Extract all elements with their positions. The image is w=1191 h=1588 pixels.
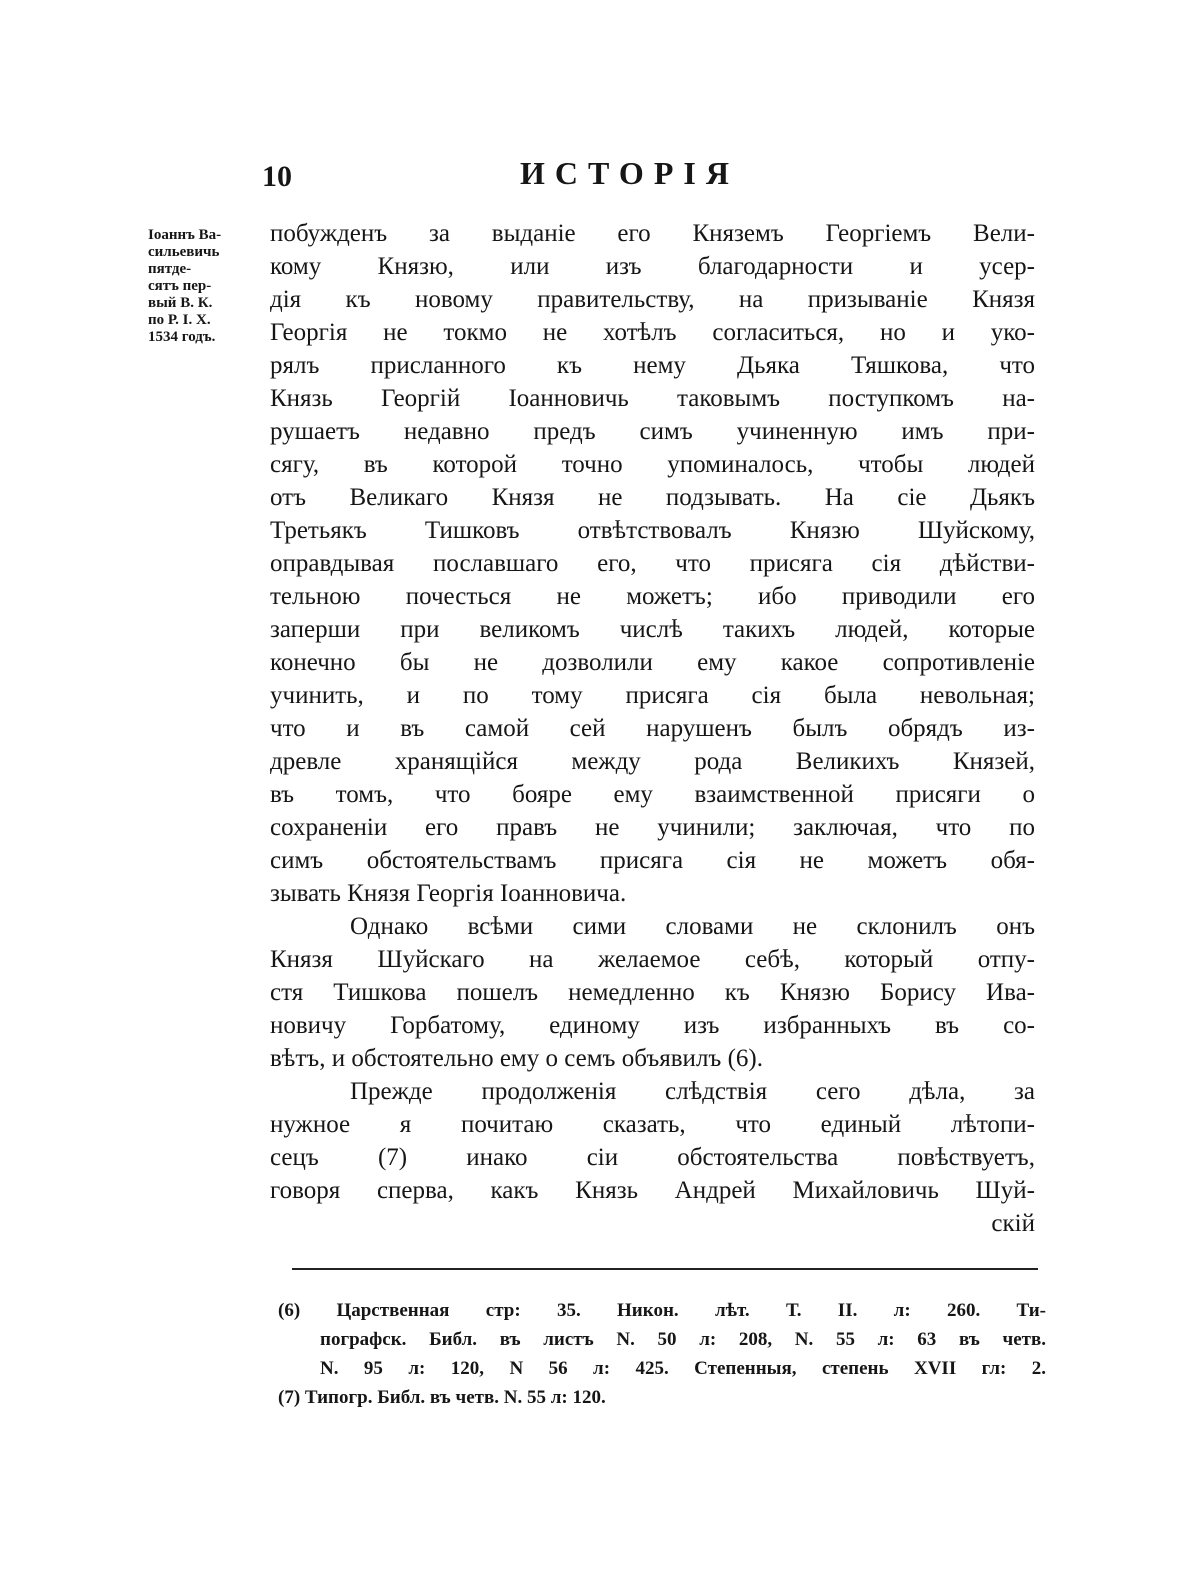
text-line: говоря сперва, какъ Князь Андрей Михайловичь Шуй- [270, 1177, 1035, 1204]
text-line: заперши при великомъ числѣ такихъ людей, которые [270, 616, 1035, 643]
text-line: Третьякъ Тишковъ отвѣтствовалъ Князю Шуйскому, [270, 517, 1035, 544]
text-line: Георгія не токмо не хотѣлъ согласиться, но и уко- [270, 319, 1035, 346]
margin-note-line: по Р. І. Х. [148, 312, 211, 328]
text-line: стя Тишкова пошелъ немедленно къ Князю Борису Ива- [270, 979, 1035, 1006]
text-line: сохраненіи его правъ не учинили; заключая, что по [270, 814, 1035, 841]
text-line: Князь Георгій Іоанновичь таковымъ поступкомъ на- [270, 385, 1035, 412]
text-line: кому Князю, или изъ благодарности и усер- [270, 253, 1035, 280]
footnote-line: (7) Типогр. Библ. въ четв. N. 55 л: 120. [278, 1387, 606, 1408]
footnotes [278, 1296, 1046, 1412]
text-line: нужное я почитаю сказать, что единый лѣтопи- [270, 1111, 1035, 1138]
text-line: отъ Великаго Князя не подзывать. На сіе Дьякъ [270, 484, 1035, 511]
text-line: Прежде продолженія слѣдствія сего дѣла, за [350, 1078, 1035, 1105]
footnote-line: N. 95 л: 120, N 56 л: 425. Степенныя, степень XVII гл: 2. [320, 1358, 1046, 1379]
text-line: вѣтъ, и обстоятельно ему о семъ объявилъ (6). [270, 1045, 763, 1072]
text-line: что и въ самой сей нарушенъ былъ обрядъ из- [270, 715, 1035, 742]
text-line: древле хранящійся между рода Великихъ Князей, [270, 748, 1035, 775]
text-line: зывать Князя Георгія Іоанновича. [270, 880, 627, 907]
catchword: скій [991, 1210, 1035, 1237]
margin-note-line: сятъ пер- [148, 278, 212, 294]
footnote-line: пографск. Библ. въ листъ N. 50 л: 208, N. 55 л: 63 въ четв. [320, 1329, 1046, 1350]
margin-note-line: сильевичь [148, 244, 220, 260]
footnote-divider [292, 1268, 1038, 1270]
running-title: ИСТОРІЯ [520, 155, 739, 191]
margin-note [148, 227, 260, 346]
text-line: новичу Горбатому, единому изъ избранныхъ въ со- [270, 1012, 1035, 1039]
text-line: тельною почесться не можетъ; ибо приводили его [270, 583, 1035, 610]
footnote-7 [278, 1383, 1046, 1412]
text-line: сецъ (7) инако сіи обстоятельства повѣствуетъ, [270, 1144, 1035, 1171]
text-line: Князя Шуйскаго на желаемое себѣ, который отпу- [270, 946, 1035, 973]
margin-note-line: вый В. К. [148, 295, 213, 311]
text-line: Однако всѣми сими словами не склонилъ онъ [350, 913, 1035, 940]
text-line: сягу, въ которой точно упоминалось, чтобы людей [270, 451, 1035, 478]
text-line: оправдывая пославшаго его, что присяга сія дѣйстви- [270, 550, 1035, 577]
footnote-line: (6) Царственная стр: 35. Никон. лѣт. Т. II. л: 260. Ти- [278, 1300, 1046, 1321]
text-line: рялъ присланного къ нему Дьяка Тяшкова, что [270, 352, 1035, 379]
margin-note-line: Іоаннъ Ва- [148, 227, 222, 243]
text-line: побужденъ за выданіе его Княземъ Георгіемъ Вели- [270, 220, 1035, 247]
page-number: 10 [262, 160, 292, 193]
text-line: рушаетъ недавно предъ симъ учиненную имъ при- [270, 418, 1035, 445]
footnote-6 [278, 1296, 1046, 1383]
margin-note-line: 1534 годъ. [148, 329, 216, 345]
main-text [270, 217, 1035, 1240]
text-line: конечно бы не дозволили ему какое сопротивленіе [270, 649, 1035, 676]
text-line: въ томъ, что бояре ему взаимственной присяги о [270, 781, 1035, 808]
text-line: дія къ новому правительству, на призываніе Князя [270, 286, 1035, 313]
text-line: учинить, и по тому присяга сія была невольная; [270, 682, 1035, 709]
margin-note-line: пятде- [148, 261, 192, 277]
text-line: симъ обстоятельствамъ присяга сія не можетъ обя- [270, 847, 1035, 874]
